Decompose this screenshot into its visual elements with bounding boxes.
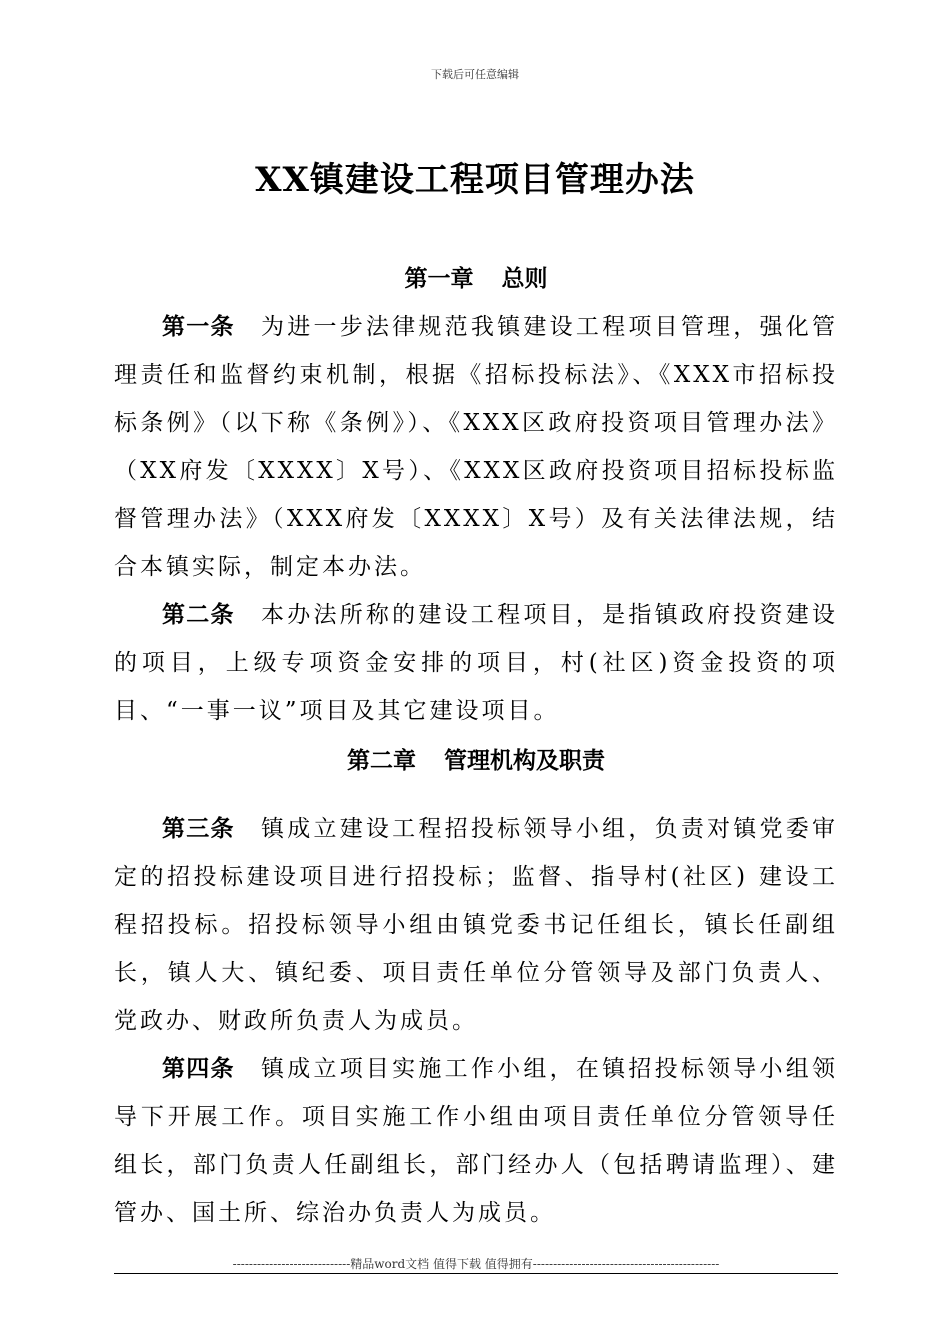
article-label: 第二条 (162, 601, 235, 628)
header-note: 下载后可任意编辑 (431, 68, 519, 81)
article-text: 镇成立建设工程招投标领导小组，负责对镇党委审定的招投标建设项目进行招投标；监督、指导村(社区) 建设工程招投标。招投标领导小组由镇党委书记任组长，镇长任副组长，镇人大、镇纪委、项目责任单位分管领导及部门负责人、党政办、财政所负责人为成员。 (114, 816, 839, 1034)
article-text: 镇成立项目实施工作小组，在镇招投标领导小组领导下开展工作。项目实施工作小组由项目责任单位分管领导任组长，部门负责人任副组长，部门经办人（包括聘请监理）、建管办、国土所、综治办负责人为成员。 (114, 1056, 839, 1226)
footer-note: -----------------------------精品word文档 值得下载 值得拥有---------------------------------------------- (232, 1257, 720, 1271)
chapter-heading (114, 737, 838, 785)
chapter-heading (114, 255, 838, 303)
article-text: 本办法所称的建设工程项目，是指镇政府投资建设的项目，上级专项资金安排的项目，村(社区)资金投资的项目、“一事一议”项目及其它建设项目。 (114, 602, 839, 724)
article-paragraph (114, 805, 838, 1045)
article-label: 第三条 (162, 815, 235, 842)
article-label: 第四条 (162, 1055, 235, 1082)
chapter-name: 管理机构及职责 (444, 747, 605, 774)
article-paragraph (114, 303, 838, 591)
document-title: XX镇建设工程项目管理办法 (255, 160, 695, 200)
article-text: 为进一步法律规范我镇建设工程项目管理，强化管理责任和监督约束机制，根据《招标投标法》、《XXX市招标投标条例》（以下称《条例》）、《XXX区政府投资项目管理办法》（XX府发〔XXXX〕X号）、《XXX区政府投资项目招标投标监督管理办法》（XXX府发〔XXXX〕X号）及有关法律法规，结合本镇实际，制定本办法。 (114, 314, 839, 580)
article-paragraph (114, 591, 838, 735)
chapter-name: 总则 (501, 265, 548, 292)
article-label: 第一条 (162, 313, 235, 340)
document-body (114, 255, 838, 1237)
chapter-number: 第一章 (404, 265, 474, 292)
footer-divider (114, 1273, 838, 1274)
chapter-number: 第二章 (347, 747, 416, 774)
article-paragraph (114, 1045, 838, 1237)
